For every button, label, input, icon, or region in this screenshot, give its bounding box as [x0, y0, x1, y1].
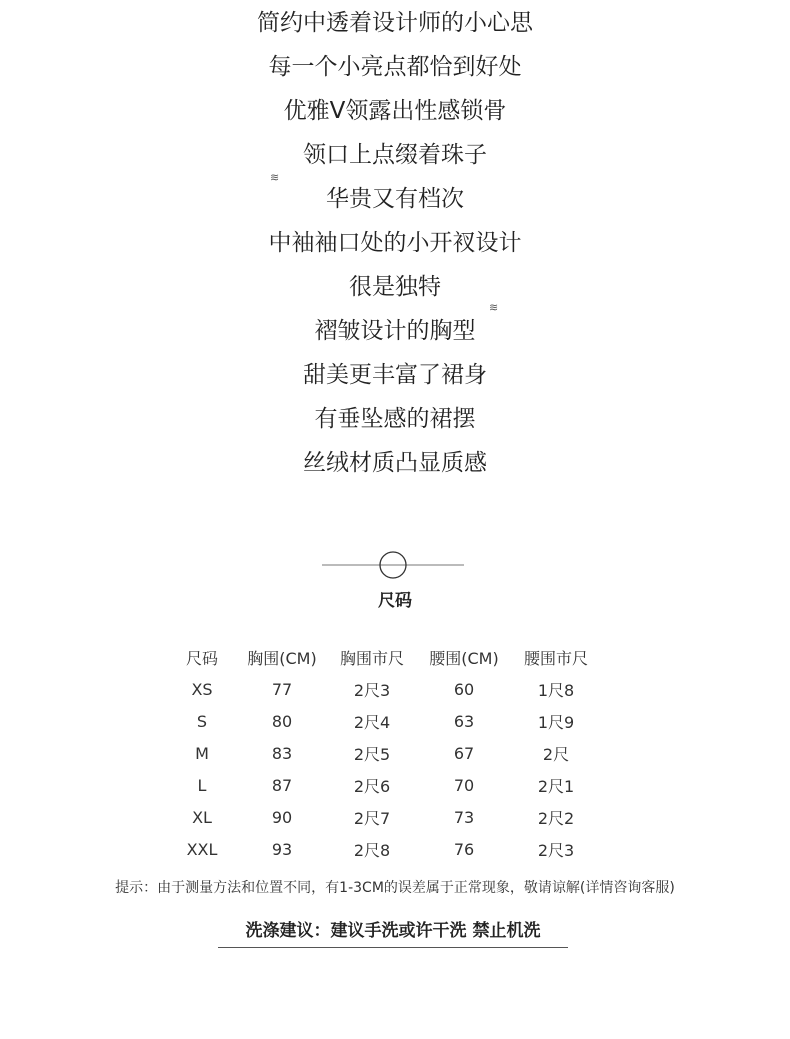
table-cell: 2尺2: [537, 808, 575, 828]
table-cell: 2尺3: [353, 680, 391, 700]
table-cell: 83: [271, 743, 293, 763]
table-cell: 2尺: [542, 744, 570, 764]
description-line: 华贵又有档次: [326, 186, 464, 212]
description-line: 很是独特: [349, 274, 441, 300]
table-cell: 67: [453, 743, 475, 763]
column-header: 腰围市尺: [523, 648, 588, 668]
table-cell: XL: [192, 807, 212, 827]
table-cell: 77: [271, 679, 293, 699]
table-cell: 70: [453, 775, 475, 795]
table-cell: M: [195, 743, 209, 763]
table-cell: 2尺7: [353, 808, 391, 828]
column-header: 腰围(CM): [429, 648, 499, 668]
description-line: 丝绒材质凸显质感: [303, 450, 487, 476]
circle-divider-icon: [320, 548, 466, 582]
table-cell: L: [197, 775, 207, 795]
table-cell: 2尺1: [537, 776, 575, 796]
column-header: 尺码: [185, 648, 218, 668]
description-line: 简约中透着设计师的小心思: [257, 10, 533, 36]
table-cell: 90: [271, 807, 293, 827]
measurement-tip: 提示：由于测量方法和位置不同，有1-3CM的误差属于正常现象，敬请谅解(详情咨询客服): [115, 880, 675, 896]
table-row: [166, 737, 602, 769]
table-row: [166, 769, 602, 801]
table-cell: 73: [453, 807, 475, 827]
table-cell: 2尺8: [353, 840, 391, 860]
column-header: 胸围市尺: [339, 648, 404, 668]
description-line: 中袖袖口处的小开衩设计: [268, 230, 522, 256]
table-row: [166, 833, 602, 865]
size-section-title: 尺码: [378, 591, 412, 611]
table-cell: XXL: [186, 839, 218, 859]
column-header: 胸围(CM): [247, 648, 317, 668]
wave-decoration-icon: ≋: [270, 171, 278, 184]
table-cell: S: [196, 711, 208, 731]
table-cell: 63: [453, 711, 475, 731]
table-cell: 60: [453, 679, 475, 699]
table-cell: 2尺4: [353, 712, 391, 732]
description-line: 有垂坠感的裙摆: [314, 406, 476, 432]
size-table: [166, 641, 602, 865]
table-row: [166, 705, 602, 737]
table-cell: 80: [271, 711, 293, 731]
wave-decoration-icon: ≋: [489, 301, 497, 314]
table-header-row: [166, 641, 602, 673]
description-line: 领口上点缀着珠子: [303, 142, 487, 168]
table-cell: 87: [271, 775, 293, 795]
table-cell: 1尺8: [537, 680, 575, 700]
wash-advice: 洗涤建议：建议手洗或许干洗 禁止机洗: [218, 916, 568, 948]
table-cell: 2尺3: [537, 840, 575, 860]
table-cell: XS: [191, 679, 213, 699]
description-line: 每一个小亮点都恰到好处: [268, 54, 522, 80]
table-row: [166, 801, 602, 833]
description-line: 优雅V领露出性感锁骨: [283, 98, 507, 124]
table-cell: 76: [453, 839, 475, 859]
description-line: 褶皱设计的胸型: [314, 318, 476, 344]
table-cell: 2尺6: [353, 776, 391, 796]
table-row: [166, 673, 602, 705]
table-cell: 1尺9: [537, 712, 575, 732]
table-cell: 93: [271, 839, 293, 859]
description-line: 甜美更丰富了裙身: [303, 362, 487, 388]
table-cell: 2尺5: [353, 744, 391, 764]
